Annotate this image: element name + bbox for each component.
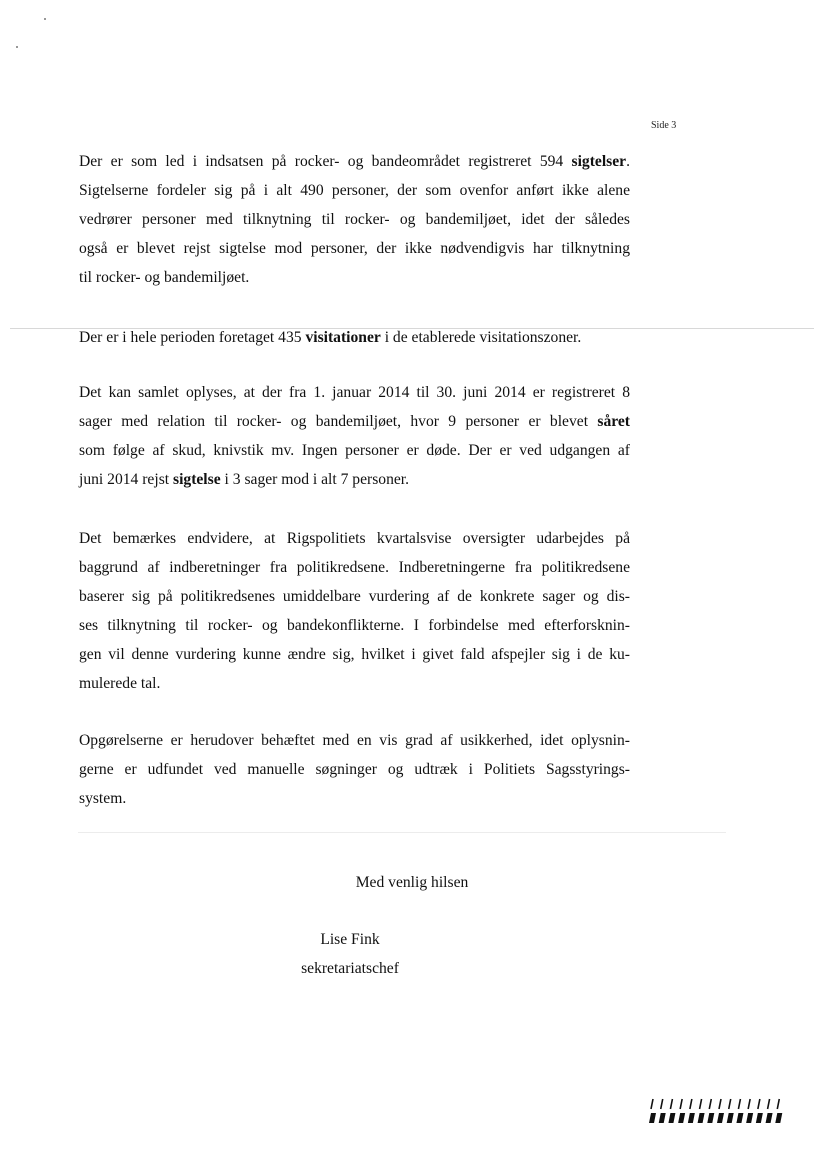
text-segment: mulerede tal. bbox=[79, 675, 161, 692]
text-line bbox=[79, 553, 630, 582]
text-line bbox=[79, 407, 630, 436]
paragraph-cases bbox=[79, 378, 630, 494]
barcode-bar bbox=[680, 1099, 682, 1109]
barcode-bar bbox=[777, 1099, 779, 1109]
text-line bbox=[79, 640, 630, 669]
bold-term: såret bbox=[597, 413, 630, 430]
text-segment: vedrører personer med tilknytning til rocker- og bandemiljøet, idet der således bbox=[79, 211, 630, 228]
text-segment: baserer sig på politikredsenes umiddelbare vurdering af de konkrete sager og dis- bbox=[79, 588, 630, 605]
text-line bbox=[79, 784, 630, 813]
barcode-bar bbox=[729, 1099, 731, 1109]
text-line bbox=[79, 669, 630, 698]
text-line bbox=[79, 755, 630, 784]
barcode-block bbox=[746, 1113, 753, 1123]
text-segment: i de etablerede visitationszoner. bbox=[380, 329, 582, 346]
barcode-bar bbox=[690, 1099, 692, 1109]
text-line bbox=[79, 611, 630, 640]
text-segment: Opgørelserne er herudover behæftet med en vis grad af usikkerhed, idet oplysnin- bbox=[79, 732, 630, 749]
text-segment: baggrund af indberetninger fra politikredsene. Indberetningerne fra politikredsene bbox=[79, 559, 630, 576]
barcode-bar bbox=[709, 1099, 711, 1109]
barcode-bar bbox=[700, 1099, 702, 1109]
text-line bbox=[79, 176, 630, 205]
signer-title: sekretariatschef bbox=[301, 960, 399, 977]
scan-artifact-line bbox=[78, 832, 726, 833]
text-line bbox=[79, 147, 630, 176]
text-segment: Sigtelserne fordeler sig på i alt 490 personer, der som ovenfor anført ikke alene bbox=[79, 182, 630, 199]
barcode-block bbox=[756, 1113, 763, 1123]
paragraph-uncertainty bbox=[79, 726, 630, 813]
text-segment: . bbox=[626, 153, 630, 170]
barcode-bar bbox=[758, 1099, 760, 1109]
text-segment: juni 2014 rejst bbox=[79, 471, 173, 488]
barcode-bar bbox=[738, 1099, 740, 1109]
barcode-block bbox=[698, 1113, 705, 1123]
text-segment: som følge af skud, knivstik mv. Ingen personer er døde. Der er ved udgangen af bbox=[79, 442, 630, 459]
barcode-bar bbox=[748, 1099, 750, 1109]
barcode-block bbox=[668, 1113, 675, 1123]
text-line bbox=[79, 263, 630, 292]
text-line bbox=[79, 378, 630, 407]
barcode-block bbox=[775, 1113, 782, 1123]
text-line bbox=[79, 234, 630, 263]
text-segment: Det kan samlet oplyses, at der fra 1. januar 2014 til 30. juni 2014 er registreret 8 bbox=[79, 384, 630, 401]
text-segment: system. bbox=[79, 790, 127, 807]
text-segment: gen vil denne vurdering kunne ændre sig, hvilket i givet fald afspejler sig i de ku- bbox=[79, 646, 630, 663]
signer-name: Lise Fink bbox=[320, 931, 380, 948]
text-line bbox=[79, 524, 630, 553]
paragraph-remarks bbox=[79, 524, 630, 698]
text-line bbox=[79, 323, 630, 352]
page-number: Side 3 bbox=[651, 120, 677, 131]
barcode-block bbox=[688, 1113, 695, 1123]
barcode-block bbox=[766, 1113, 773, 1123]
text-segment: ses tilknytning til rocker- og bandekonflikterne. I forbindelse med efterforsknin- bbox=[79, 617, 630, 634]
text-segment: sager med relation til rocker- og bandemiljøet, hvor 9 personer er blevet bbox=[79, 413, 598, 430]
barcode-block bbox=[707, 1113, 714, 1123]
scan-speck bbox=[44, 18, 46, 20]
barcode-block bbox=[727, 1113, 734, 1123]
document-barcode bbox=[648, 1097, 784, 1125]
text-segment: Der er i hele perioden foretaget 435 bbox=[79, 329, 306, 346]
barcode-block bbox=[736, 1113, 743, 1123]
text-segment: Det bemærkes endvidere, at Rigspolitiets kvartalsvise oversigter udarbejdes på bbox=[79, 530, 630, 547]
barcode-bar bbox=[670, 1099, 672, 1109]
text-line bbox=[79, 465, 630, 494]
closing-greeting: Med venlig hilsen bbox=[355, 874, 469, 891]
paragraph-searches bbox=[79, 323, 630, 352]
text-segment: Der er som led i indsatsen på rocker- og bandeområdet registreret 594 bbox=[79, 153, 572, 170]
bold-term: visitationer bbox=[305, 329, 381, 346]
text-segment: i 3 sager mod i alt 7 personer. bbox=[220, 471, 410, 488]
text-segment: til rocker- og bandemiljøet. bbox=[79, 269, 250, 286]
barcode-bar bbox=[651, 1099, 653, 1109]
barcode-block bbox=[717, 1113, 724, 1123]
barcode-bar bbox=[661, 1099, 663, 1109]
bold-term: sigtelse bbox=[173, 471, 221, 488]
text-line bbox=[79, 205, 630, 234]
text-segment: gerne er udfundet ved manuelle søgninger og udtræk i Politiets Sagsstyrings- bbox=[79, 761, 630, 778]
barcode-bar bbox=[768, 1099, 770, 1109]
text-line bbox=[79, 726, 630, 755]
barcode-block bbox=[649, 1113, 656, 1123]
paragraph-charges bbox=[79, 147, 630, 292]
text-line bbox=[79, 436, 630, 465]
barcode-bar bbox=[719, 1099, 721, 1109]
scan-speck bbox=[16, 46, 18, 48]
barcode-block bbox=[659, 1113, 666, 1123]
text-segment: også er blevet rejst sigtelse mod personer, der ikke nødvendigvis har tilknytning bbox=[79, 240, 630, 257]
text-line bbox=[79, 582, 630, 611]
barcode-block bbox=[678, 1113, 685, 1123]
bold-term: sigtelser bbox=[571, 153, 627, 170]
